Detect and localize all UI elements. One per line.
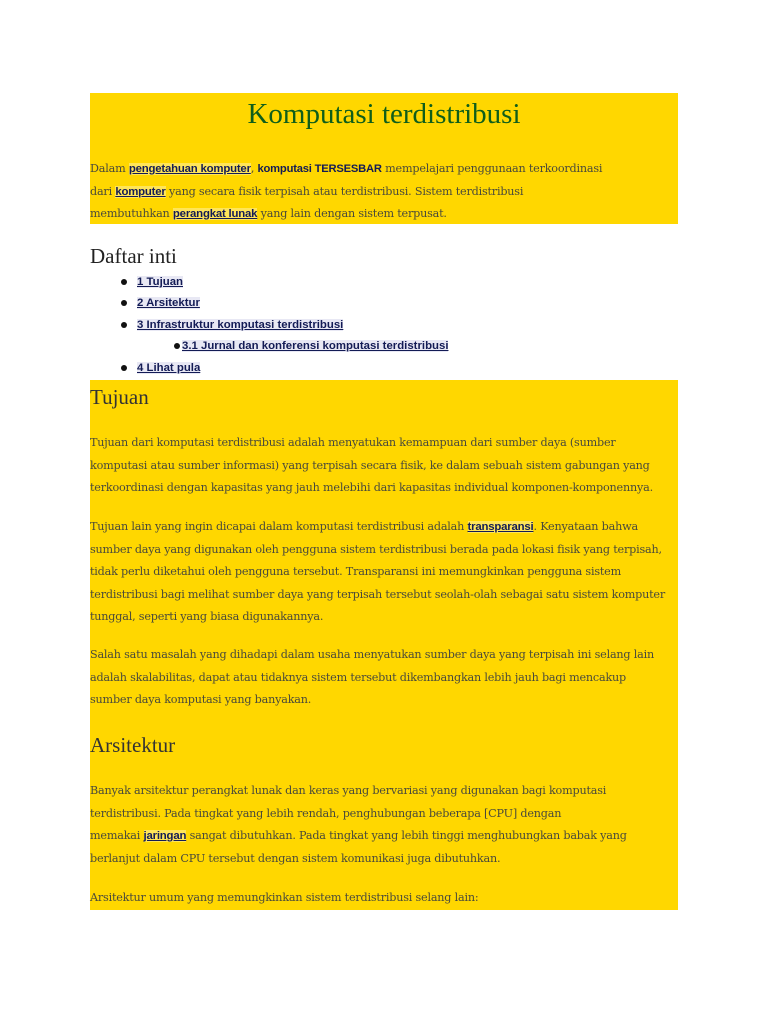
intro-paragraph — [90, 158, 680, 226]
link-komputer[interactable]: komputer — [115, 185, 166, 198]
toc-item-tujuan — [121, 272, 183, 292]
tujuan-paragraph-1: Tujuan dari komputasi terdistribusi adalah menyatukan kemampuan dari sumber daya (sumber komputasi atau sumber informasi) yang terpisah secara fisik, ke dalam sebuah sistem gabungan yang terkoordinasi dengan kapasitas yang jauh melebihi dari kapasitas individual komponen-komponennya. — [90, 436, 653, 494]
toc-title: Daftar inti — [90, 244, 177, 268]
toc-item-lihat-pula — [121, 358, 200, 378]
toc-link-tujuan[interactable]: 1 Tujuan — [137, 276, 183, 288]
intro-line-2: dari komputer yang secara fisik terpisah atau terdistribusi. Sistem terdistribusi — [90, 184, 524, 198]
bullet-icon — [121, 365, 127, 371]
page-title: Komputasi terdistribusi — [247, 98, 521, 130]
toc-link-lihat-pula[interactable]: 4 Lihat pula — [137, 362, 201, 374]
bullet-icon — [174, 343, 180, 349]
bullet-icon — [121, 300, 127, 306]
toc-link-arsitektur[interactable]: 2 Arsitektur — [137, 297, 200, 309]
link-pengetahuan-komputer[interactable]: pengetahuan komputer — [128, 163, 251, 175]
tujuan-paragraph-2: Tujuan lain yang ingin dicapai dalam komputasi terdistribusi adalah transparansi. Kenyataan bahwa sumber daya yang digunakan oleh pengguna sistem terdistribusi berada pada lokasi fisik yang terpisah, tidak perlu diketahui oleh pengguna tersebut. Transparansi ini memungkinkan pengguna sistem terdistribusi bagi melihat sumber daya yang terpisah tersebut seolah-olah sebagai satu sistem komputer tunggal, seperti yang biasa digunakannya. — [90, 520, 666, 623]
arsitektur-paragraph-1: Banyak arsitektur perangkat lunak dan keras yang bervariasi yang digunakan bagi komputasi terdistribusi. Pada tingkat yang lebih rendah, penghubungan beberapa [CPU] dengan memakai jaringan sangat dibutuhkan. Pada tingkat yang lebih tinggi menghubungkan babak yang berlanjut dalam CPU tersebut dengan sistem komunikasi juga dibutuhkan. — [90, 784, 627, 865]
arsitektur-paragraph-2: Arsitektur umum yang memungkinkan sistem terdistribusi selang lain: — [90, 891, 479, 904]
link-transparansi[interactable]: transparansi — [467, 521, 534, 533]
tujuan-paragraph-3: Salah satu masalah yang dihadapi dalam usaha menyatukan sumber daya yang terpisah ini selang lain adalah skalabilitas, dapat atau tidaknya sistem tersebut dikembangkan lebih jauh bagi mencakup sumber daya komputasi yang banyakan. — [90, 648, 654, 706]
toc-item-jurnal — [174, 336, 448, 356]
intro-line-3: membutuhkan perangkat lunak yang lain dengan sistem terpusat. — [90, 207, 447, 220]
bullet-icon — [121, 322, 127, 328]
section-heading-arsitektur: Arsitektur — [90, 733, 176, 757]
link-perangkat-lunak[interactable]: perangkat lunak — [172, 208, 258, 220]
bold-term: komputasi TERSESBAR — [257, 163, 382, 175]
intro-line-1: Dalam pengetahuan komputer, komputasi TERSESBAR mempelajari penggunaan terkoordinasi — [90, 162, 603, 175]
section-heading-tujuan: Tujuan — [90, 385, 149, 409]
toc-item-infrastruktur — [121, 315, 343, 335]
toc-link-infrastruktur[interactable]: 3 Infrastruktur komputasi terdistribusi — [137, 319, 344, 331]
toc-link-jurnal[interactable]: 3.1 Jurnal dan konferensi komputasi terdistribusi — [182, 340, 449, 352]
toc-item-arsitektur — [121, 293, 200, 313]
bullet-icon — [121, 279, 127, 285]
link-jaringan[interactable]: jaringan — [143, 830, 187, 842]
